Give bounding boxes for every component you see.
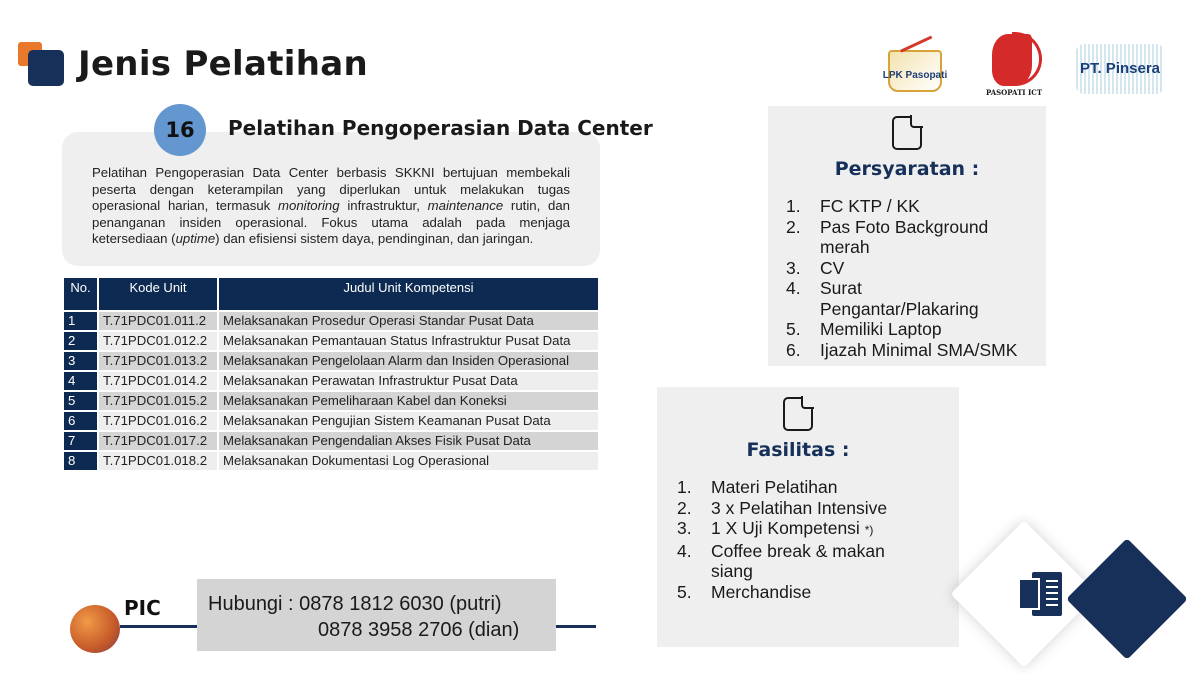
row-judul: Melaksanakan Dokumentasi Log Operasional bbox=[219, 452, 598, 470]
list-item: 3. 1 X Uji Kompetensi *) bbox=[677, 518, 874, 538]
pinsera-logo-text: PT. Pinsera bbox=[1079, 60, 1161, 77]
list-item: 2. Pas Foto Background merah bbox=[786, 216, 989, 257]
header-kode-unit: Kode Unit bbox=[99, 278, 217, 310]
document-icon bbox=[783, 397, 813, 431]
list-item: 1. Materi Pelatihan bbox=[677, 477, 838, 497]
table-row bbox=[64, 372, 598, 390]
pt-pinsera-logo bbox=[1072, 44, 1168, 94]
pic-label: PIC bbox=[124, 596, 161, 620]
course-description: Pelatihan Pengoperasian Data Center berbasis SKKNI bertujuan membekali peserta dengan keterampilan yang diperlukan untuk melakukan tugas operasional harian, termasuk monitoring infrastruktur, maintenance rutin, dan penanganan insiden operasional. Fokus utama adalah pada menjaga ketersediaan (uptime) dan efisiensi sistem daya, pendinginan, dan jaringan. bbox=[92, 165, 570, 246]
table-row bbox=[64, 332, 598, 350]
course-number-badge: 16 bbox=[154, 104, 206, 156]
pic-contact-dian: 0878 3958 2706 (dian) bbox=[318, 619, 520, 641]
row-no: 1 bbox=[64, 312, 97, 330]
list-item: 3. CV bbox=[786, 257, 845, 278]
requirements-heading: Persyaratan : bbox=[834, 158, 980, 180]
row-judul: Melaksanakan Perawatan Infrastruktur Pusat Data bbox=[219, 372, 598, 390]
row-no: 7 bbox=[64, 432, 97, 450]
list-item: 5. Merchandise bbox=[677, 581, 812, 602]
row-kode: T.71PDC01.013.2 bbox=[99, 352, 217, 370]
header-judul-unit: Judul Unit Kompetensi bbox=[219, 278, 598, 310]
row-kode: T.71PDC01.011.2 bbox=[99, 312, 217, 330]
row-no: 4 bbox=[64, 372, 97, 390]
lpk-logo-text: LPK Pasopati bbox=[882, 70, 948, 81]
facilities-list bbox=[677, 477, 947, 602]
row-no: 3 bbox=[64, 352, 97, 370]
document-list-icon bbox=[1018, 572, 1064, 616]
page-title: Jenis Pelatihan bbox=[78, 44, 368, 84]
list-item: 5. Memiliki Laptop bbox=[786, 319, 942, 339]
row-judul: Melaksanakan Prosedur Operasi Standar Pusat Data bbox=[219, 312, 598, 330]
pasopati-logo-text: PASOPATI ICT bbox=[985, 88, 1043, 97]
pasopati-ict-logo bbox=[982, 28, 1046, 100]
row-kode: T.71PDC01.016.2 bbox=[99, 412, 217, 430]
row-judul: Melaksanakan Pengelolaan Alarm dan Insiden Operasional bbox=[219, 352, 598, 370]
row-no: 2 bbox=[64, 332, 97, 350]
row-kode: T.71PDC01.018.2 bbox=[99, 452, 217, 470]
facilities-heading: Fasilitas : bbox=[746, 439, 850, 461]
row-kode: T.71PDC01.012.2 bbox=[99, 332, 217, 350]
row-no: 8 bbox=[64, 452, 97, 470]
table-row bbox=[64, 432, 598, 450]
table-row bbox=[64, 452, 598, 470]
pic-orb-decoration bbox=[70, 605, 120, 653]
row-judul: Melaksanakan Pengujian Sistem Keamanan Pusat Data bbox=[219, 412, 598, 430]
row-judul: Melaksanakan Pemantauan Status Infrastruktur Pusat Data bbox=[219, 332, 598, 350]
list-item: 4. Coffee break & makan siang bbox=[677, 540, 885, 581]
bow-icon bbox=[1012, 32, 1042, 86]
row-kode: T.71PDC01.014.2 bbox=[99, 372, 217, 390]
list-item: 6. Ijazah Minimal SMA/SMK bbox=[786, 339, 1018, 360]
row-judul: Melaksanakan Pemeliharaan Kabel dan Koneksi bbox=[219, 392, 598, 410]
navy-square-shape bbox=[28, 50, 64, 86]
course-title: Pelatihan Pengoperasian Data Center bbox=[228, 116, 653, 140]
table-row bbox=[64, 312, 598, 330]
list-item: 1. FC KTP / KK bbox=[786, 196, 920, 216]
table-row bbox=[64, 352, 598, 370]
facilities-card bbox=[657, 387, 959, 647]
row-judul: Melaksanakan Pengendalian Akses Fisik Pusat Data bbox=[219, 432, 598, 450]
header-no: No. bbox=[64, 278, 97, 310]
list-item: 4. Surat Pengantar/Plakaring bbox=[786, 278, 979, 319]
row-no: 6 bbox=[64, 412, 97, 430]
lpk-pasopati-logo bbox=[880, 40, 950, 96]
requirements-list bbox=[786, 196, 1042, 360]
requirements-card bbox=[768, 106, 1046, 366]
title-logo-mark bbox=[18, 42, 66, 88]
row-no: 5 bbox=[64, 392, 97, 410]
row-kode: T.71PDC01.017.2 bbox=[99, 432, 217, 450]
table-row bbox=[64, 392, 598, 410]
row-kode: T.71PDC01.015.2 bbox=[99, 392, 217, 410]
navy-diamond-decoration bbox=[1066, 538, 1188, 660]
pic-contact-putri: Hubungi : 0878 1812 6030 (putri) bbox=[208, 593, 502, 615]
competency-unit-table bbox=[62, 276, 600, 472]
table-row bbox=[64, 412, 598, 430]
list-item: 2. 3 x Pelatihan Intensive bbox=[677, 497, 888, 518]
document-icon bbox=[892, 116, 922, 150]
